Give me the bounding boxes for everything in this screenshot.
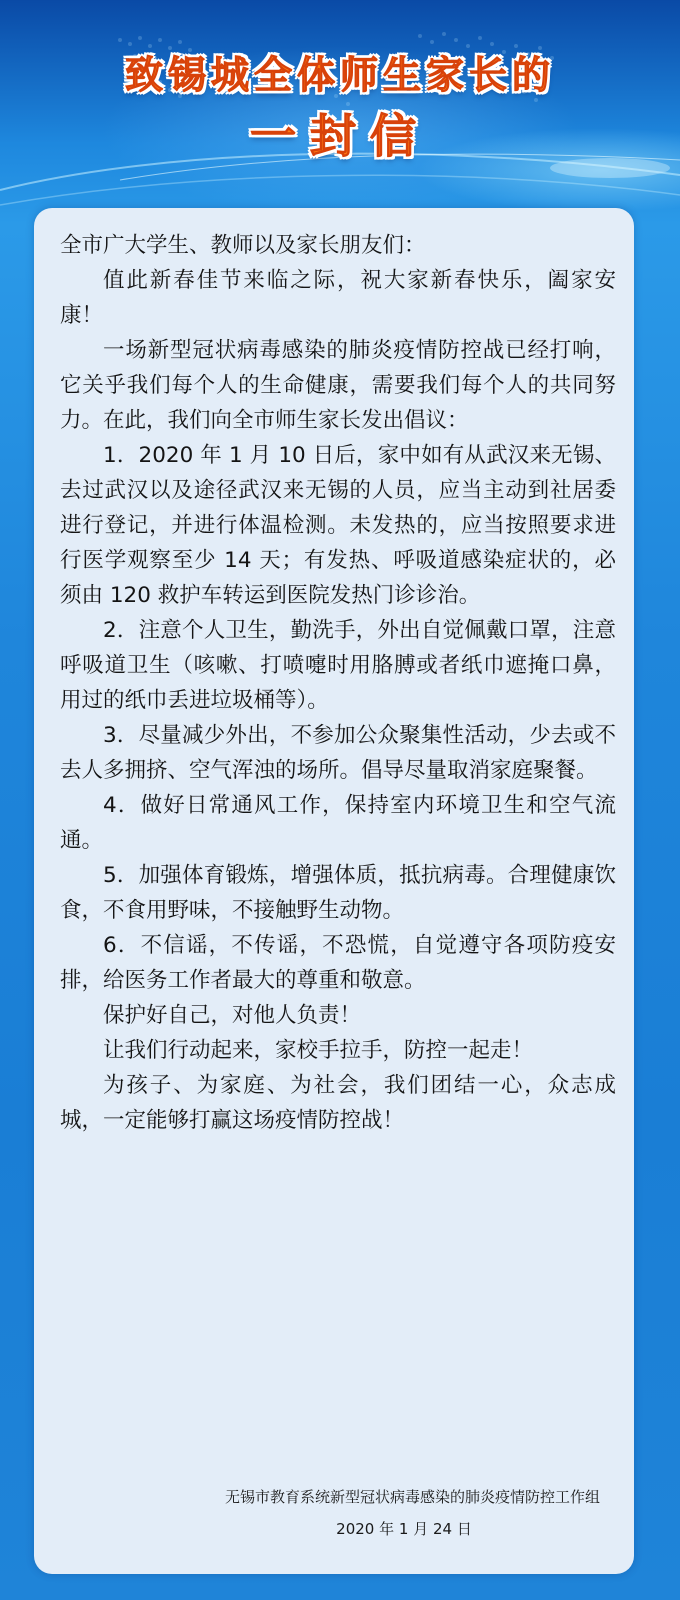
paragraph-closing-3: 为孩子、为家庭、为社会，我们团结一心，众志成城，一定能够打赢这场疫情防控战！ [60,1073,616,1133]
title-line-1: 致锡城全体师生家长的 [124,53,555,97]
letter-card [34,208,634,1574]
title-line-2: 一封信 [250,109,430,163]
paragraph-item-2: 2．注意个人卫生，勤洗手，外出自觉佩戴口罩，注意呼吸道卫生（咳嗽、打喷嚏时用胳膊或者纸巾遮掩口鼻，用过的纸巾丢进垃圾桶等）。 [60,618,616,713]
paragraph-greeting: 值此新春佳节来临之际，祝大家新春快乐，阖家安康！ [60,268,616,328]
signature-date: 2020 年 1 月 24 日 [336,1520,472,1538]
signature-organization: 无锡市教育系统新型冠状病毒感染的肺炎疫情防控工作组 [224,1488,600,1506]
salutation: 全市广大学生、教师以及家长朋友们： [60,233,426,258]
paragraph-item-1: 1．2020 年 1 月 10 日后，家中如有从武汉来无锡、去过武汉以及途径武汉来无锡的人员，应当主动到社居委进行登记，并进行体温检测。未发热的，应当按照要求进行医学观察至少 14 天；有发热、呼吸道感染症状的，必须由 120 救护车转运到医院发热门诊诊治。 [60,443,616,608]
paragraph-closing-1: 保护好自己，对他人负责！ [103,1003,362,1028]
paragraph-item-5: 5．加强体育锻炼，增强体质，抵抗病毒。合理健康饮食，不食用野味，不接触野生动物。 [60,863,616,923]
paragraph-item-4: 4．做好日常通风工作，保持室内环境卫生和空气流通。 [60,793,616,853]
paragraph-closing-2: 让我们行动起来，家校手拉手，防控一起走！ [103,1038,534,1063]
letter-body [60,228,616,1138]
paragraph-item-3: 3．尽量减少外出，不参加公众聚集性活动，少去或不去人多拥挤、空气浑浊的场所。倡导尽量取消家庭聚餐。 [60,723,616,783]
paragraph-item-6: 6．不信谣，不传谣，不恐慌，自觉遵守各项防疫安排，给医务工作者最大的尊重和敬意。 [60,933,616,993]
paragraph-intro: 一场新型冠状病毒感染的肺炎疫情防控战已经打响，它关乎我们每个人的生命健康，需要我们每个人的共同努力。在此，我们向全市师生家长发出倡议： [60,338,616,433]
